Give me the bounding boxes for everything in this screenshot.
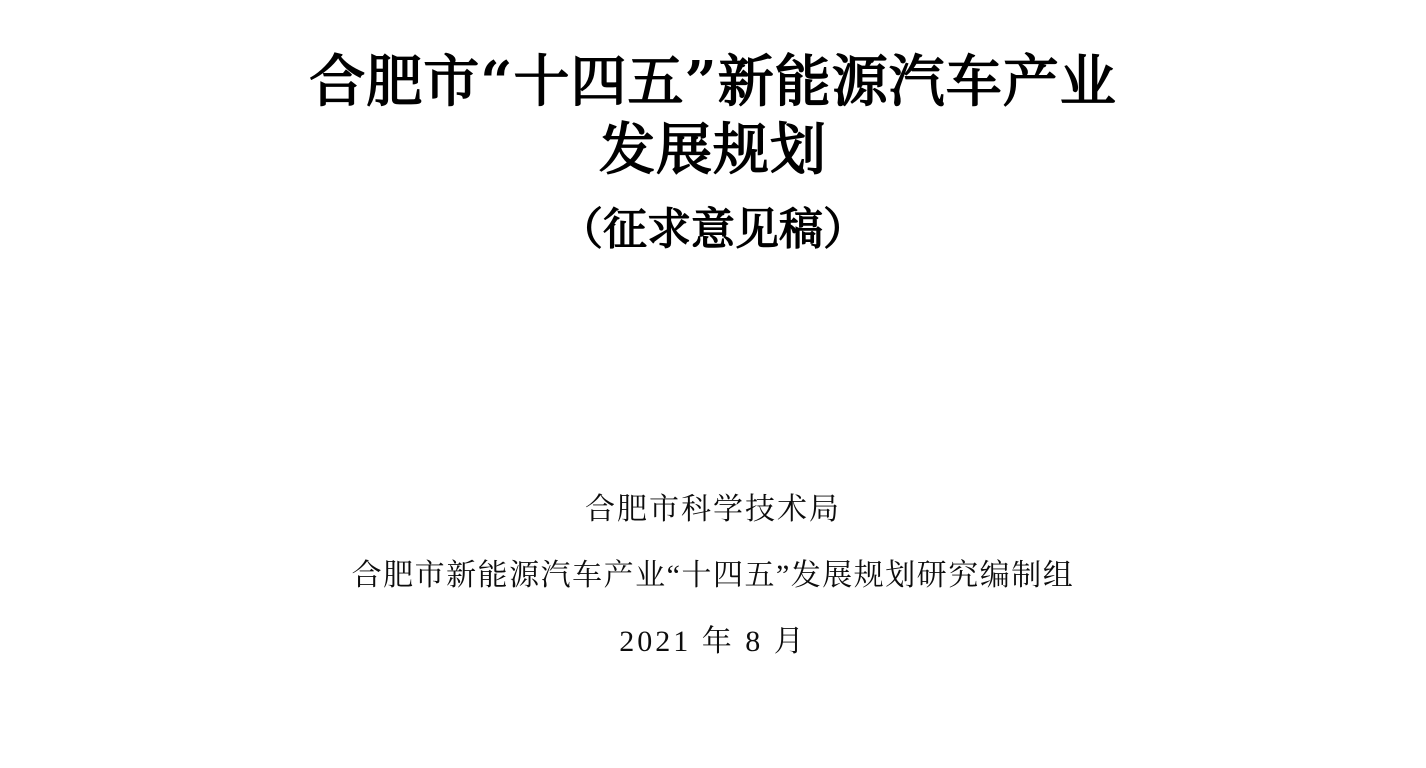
document-title-line-2: 发展规划 <box>599 117 827 184</box>
document-title-line-1: 合肥市“十四五”新能源汽车产业 <box>309 49 1117 115</box>
author-organization-primary: 合肥市科学技术局 <box>585 493 841 526</box>
author-block <box>0 492 1426 660</box>
document-date: 2021 年 8 月 <box>619 625 807 658</box>
document-subtitle: （征求意见稿） <box>559 203 867 255</box>
document-title <box>273 48 1153 185</box>
author-organization-secondary: 合肥市新能源汽车产业“十四五”发展规划研究编制组 <box>351 559 1075 592</box>
title-block <box>0 48 1426 258</box>
